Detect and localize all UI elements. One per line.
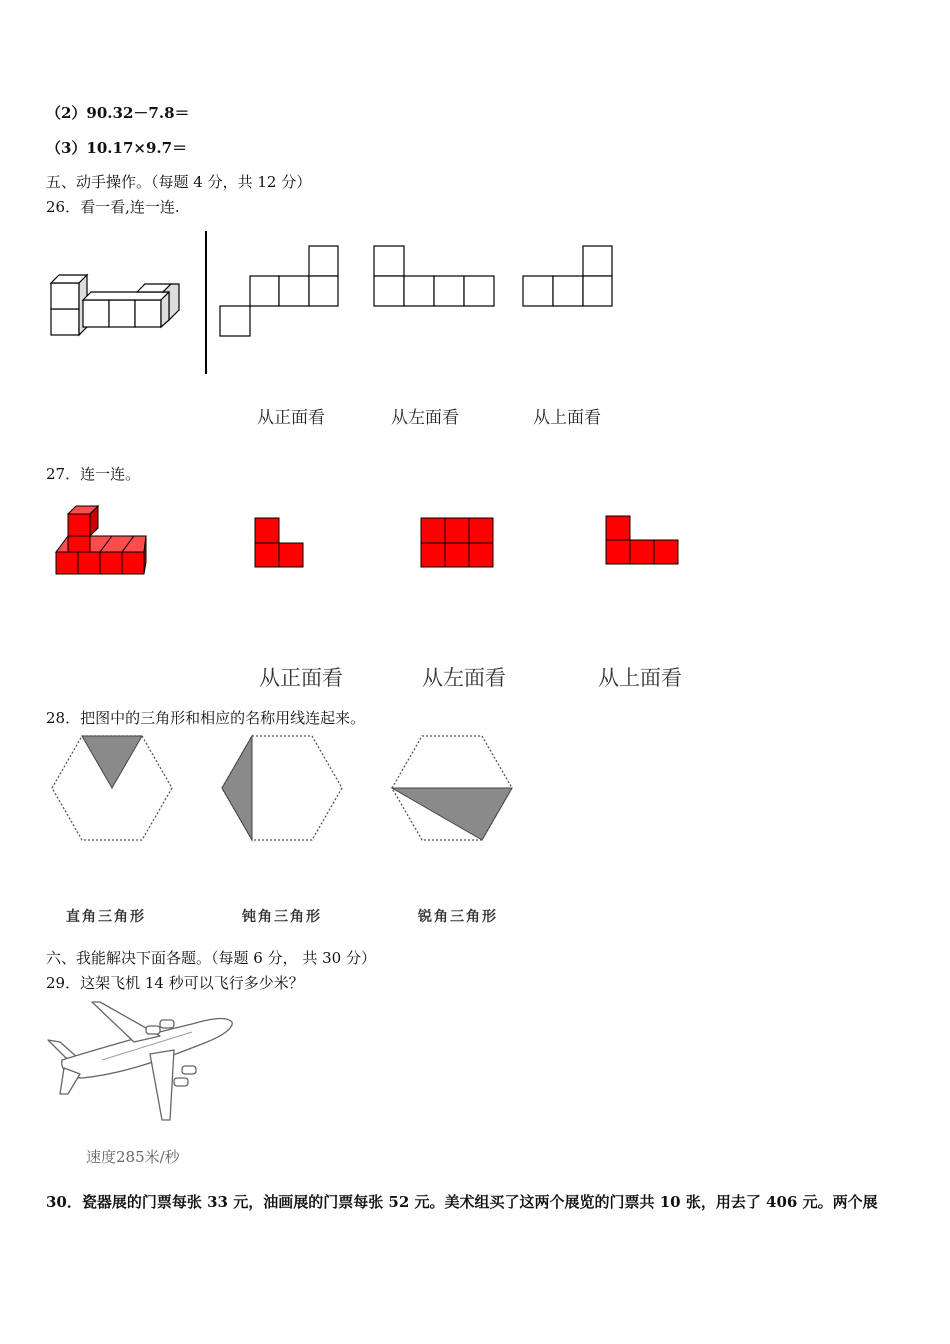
q27-view-shape-3 xyxy=(604,514,684,574)
question-30: 30．瓷器展的门票每张 33 元，油画展的门票每张 52 元。美术组买了这两个展览的门票共 10 张，用去了 406 元。两个展 xyxy=(46,1193,878,1211)
question-3: （3）10.17×9.7＝ xyxy=(46,139,188,157)
question-28: 28．把图中的三角形和相应的名称用线连起来。 xyxy=(46,709,366,727)
q27-red-cube-stack xyxy=(52,504,152,584)
question-2: （2）90.32－7.8＝ xyxy=(46,104,190,122)
question-26: 26．看一看,连一连. xyxy=(46,198,180,216)
q26-caption-front: 从正面看 xyxy=(257,408,325,428)
q26-caption-left: 从左面看 xyxy=(391,408,459,428)
q27-view-shape-1 xyxy=(253,516,313,576)
q27-view-shape-2 xyxy=(419,516,499,576)
q27-caption-left: 从左面看 xyxy=(422,666,506,690)
q28-label-obtuse: 钝角三角形 xyxy=(242,909,322,925)
question-29: 29．这架飞机 14 秒可以飞行多少米？ xyxy=(46,974,304,992)
q28-hexagon-1 xyxy=(50,734,175,844)
q26-view-shape-3 xyxy=(521,244,621,314)
section-6-heading: 六、我能解决下面各题。（每题 6 分， 共 30 分） xyxy=(46,949,376,967)
section-5-heading: 五、动手操作。（每题 4 分，共 12 分） xyxy=(46,173,312,191)
q28-label-acute: 锐角三角形 xyxy=(418,909,498,925)
question-27: 27．连一连。 xyxy=(46,465,141,483)
q27-caption-front: 从正面看 xyxy=(259,666,343,690)
q28-hexagon-2 xyxy=(220,734,345,844)
q26-divider xyxy=(205,231,207,374)
q28-label-right: 直角三角形 xyxy=(66,909,146,925)
q26-caption-top: 从上面看 xyxy=(533,408,601,428)
q28-hexagon-3 xyxy=(390,734,515,844)
q26-view-shape-1 xyxy=(218,244,348,344)
q27-caption-top: 从上面看 xyxy=(598,666,682,690)
q29-speed-label: 速度285米/秒 xyxy=(86,1148,180,1166)
airplane-icon xyxy=(42,998,242,1128)
q26-view-shape-2 xyxy=(372,244,502,314)
q26-cube-stack xyxy=(48,244,188,344)
